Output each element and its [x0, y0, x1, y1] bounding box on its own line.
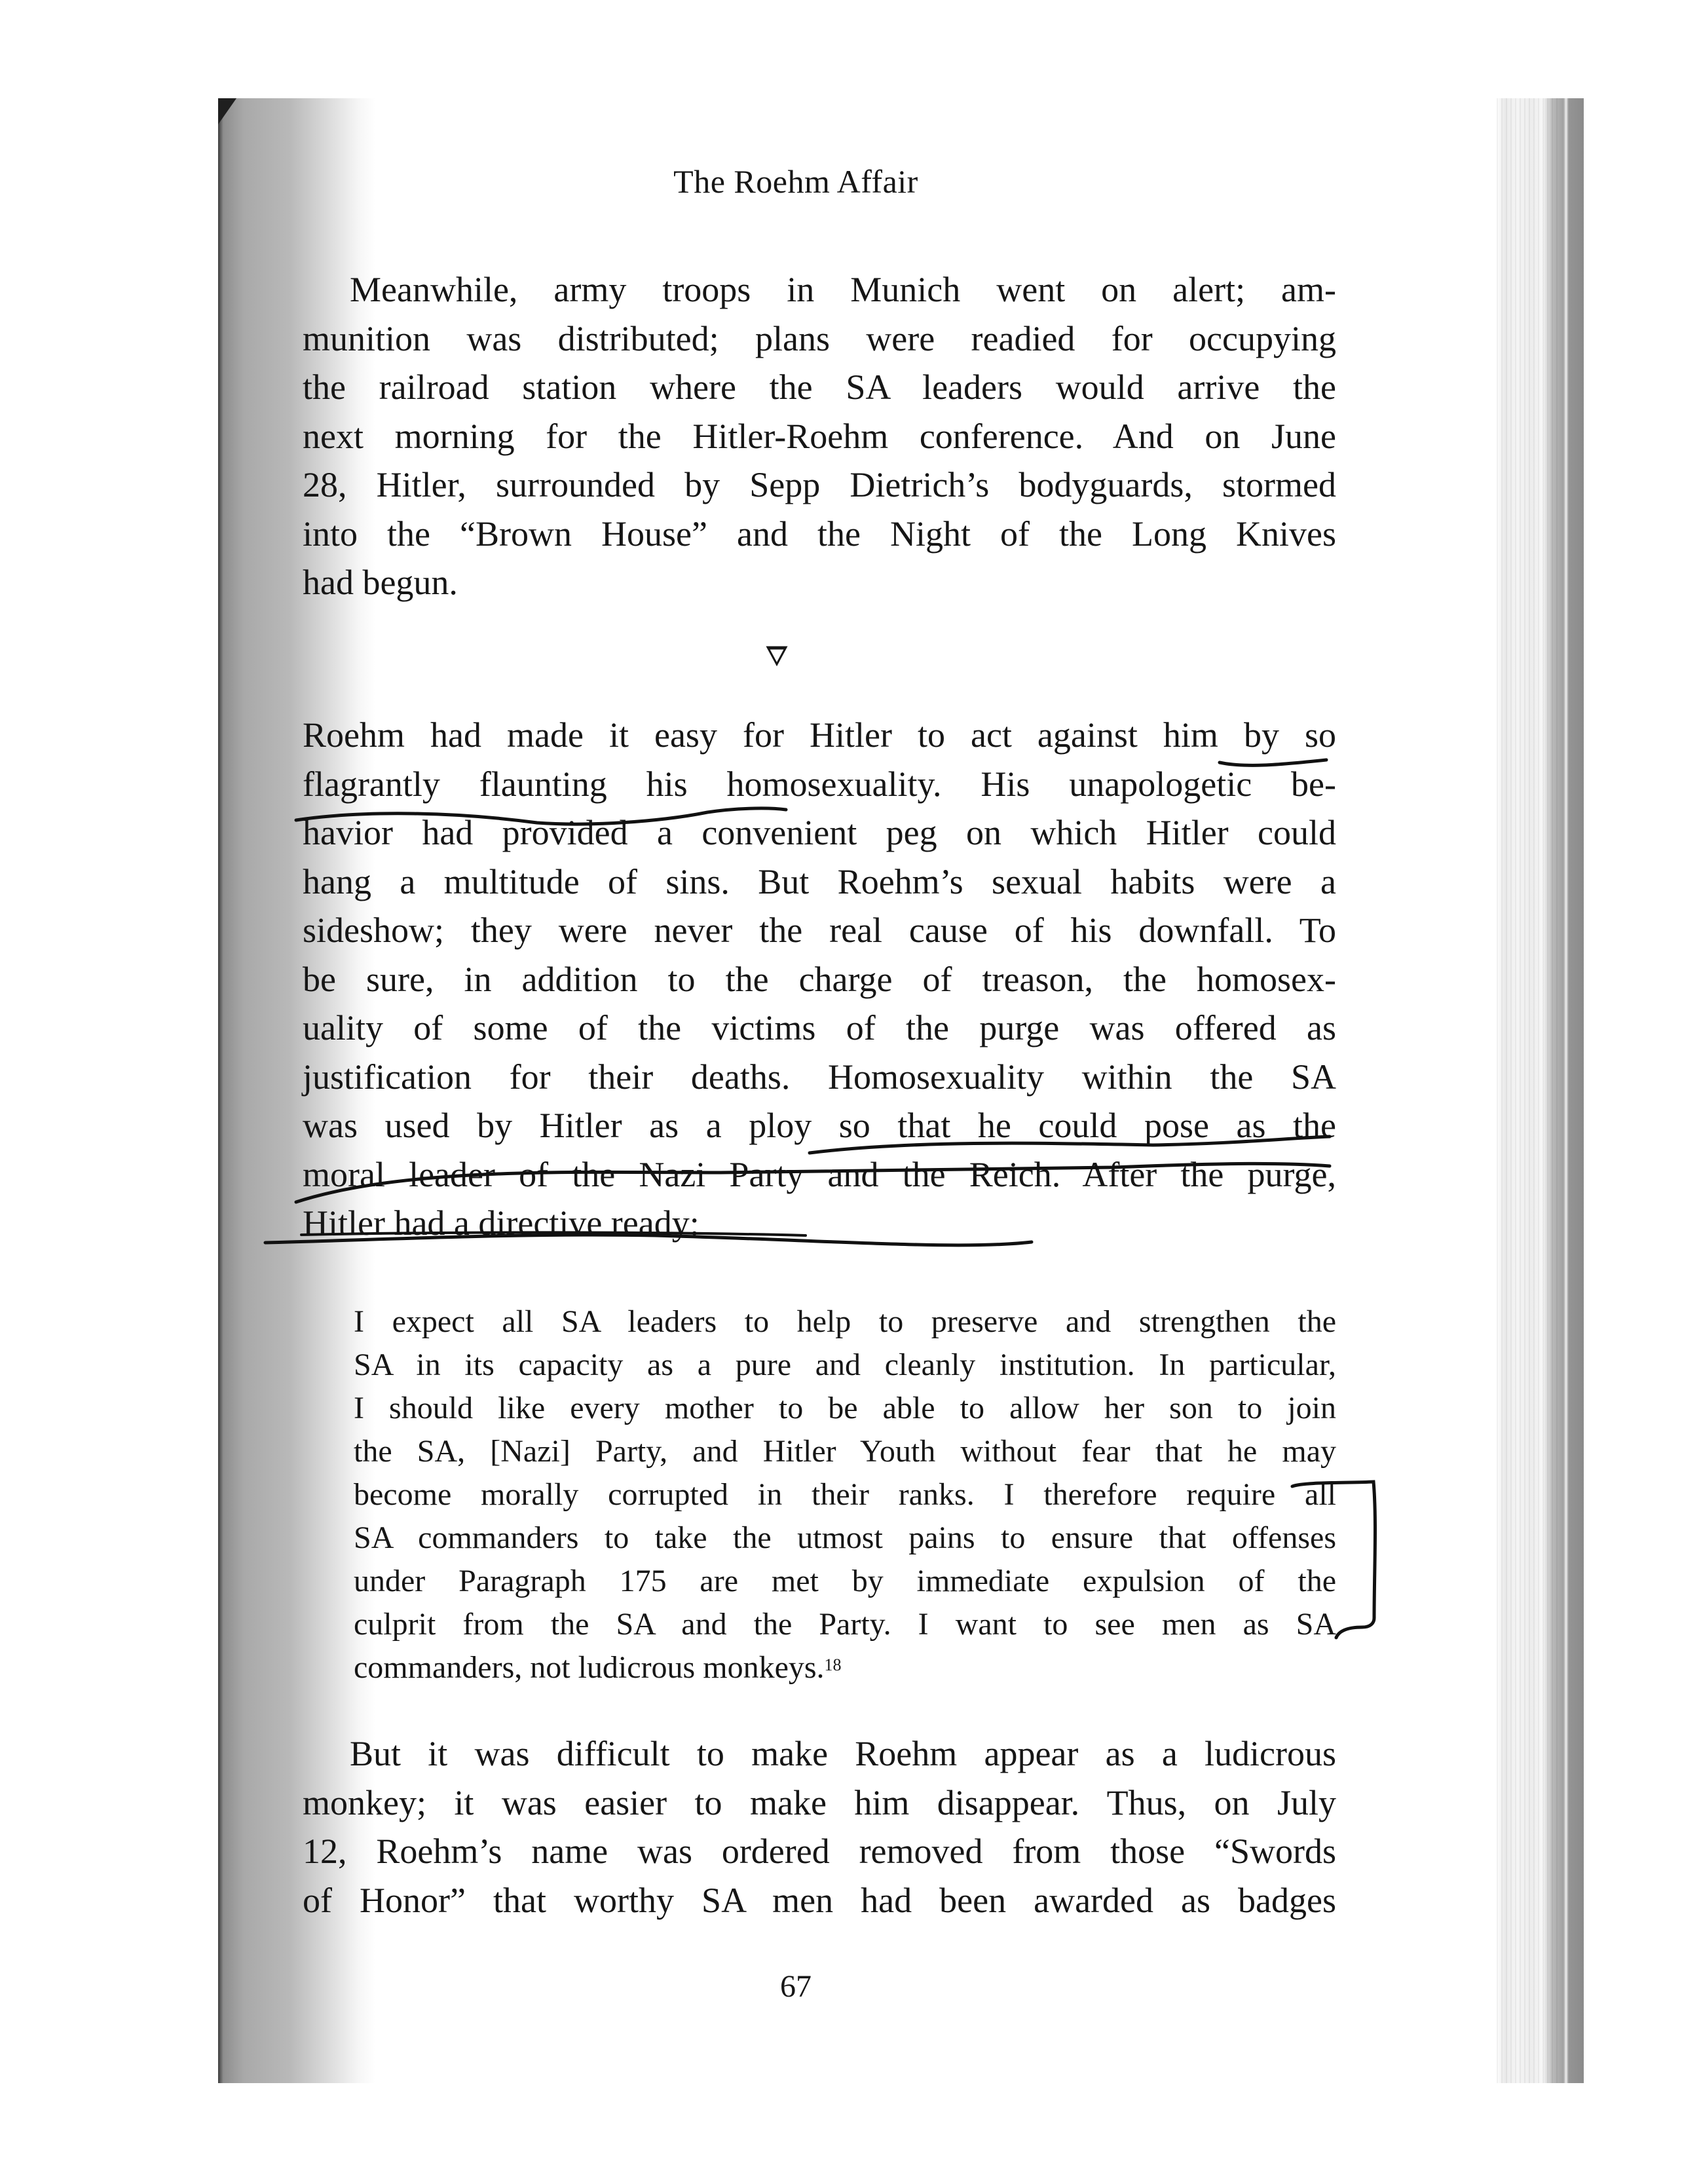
text-line: hang a multitude of sins. But Roehm’s sexual habits were a [303, 861, 1336, 901]
text-line: justification for their deaths. Homosexuality within the SA [303, 1057, 1336, 1097]
down-triangle-icon [764, 642, 790, 668]
quote-line: I expect all SA leaders to help to preserve and strengthen the [354, 1304, 1336, 1339]
page-number: 67 [780, 1969, 812, 2004]
paragraph-3 [303, 1729, 1336, 1925]
text-line: munition was distributed; plans were readied for occupying [303, 318, 1336, 358]
text-line: uality of some of the victims of the purge was offered as [303, 1008, 1336, 1047]
text-line: the railroad station where the SA leaders would arrive the [303, 367, 1336, 407]
text-line: flagrantly flaunting his homosexuality. His unapologetic be- [303, 764, 1336, 804]
text-line: Hitler had a directive ready: [303, 1203, 700, 1243]
text-line: had begun. [303, 563, 458, 602]
quote-line: SA in its capacity as a pure and cleanly institution. In particular, [354, 1347, 1336, 1382]
quote-line: under Paragraph 175 are met by immediate expulsion of the [354, 1564, 1336, 1598]
quote-line: SA commanders to take the utmost pains to ensure that offenses [354, 1520, 1336, 1555]
text-line: sideshow; they were never the real cause of his downfall. To [303, 911, 1336, 950]
quote-last-text: commanders, not ludicrous monkeys. [354, 1650, 825, 1685]
text-line: havior had provided a convenient peg on which Hitler could [303, 813, 1336, 852]
text-line: into the “Brown House” and the Night of the Long Knives [303, 514, 1336, 554]
quote-line: become morally corrupted in their ranks. I therefore require all [354, 1477, 1336, 1512]
text-line: was used by Hitler as a ploy so that he could pose as the [303, 1106, 1336, 1145]
block-quote [354, 1300, 1336, 1689]
text-line: monkey; it was easier to make him disappear. Thus, on July [303, 1782, 1336, 1822]
text-line: of Honor” that worthy SA men had been awarded as badges [303, 1880, 1336, 1920]
footnote-reference[interactable]: 18 [824, 1655, 842, 1674]
quote-line [354, 1646, 1336, 1689]
paragraph-2 [303, 711, 1336, 1248]
text-line: next morning for the Hitler-Roehm conference. And on June [303, 416, 1336, 456]
text-line: But it was difficult to make Roehm appear as a ludicrous [350, 1734, 1336, 1773]
text-line: be sure, in addition to the charge of treason, the homosex- [303, 959, 1336, 999]
text-line: Meanwhile, army troops in Munich went on alert; am- [350, 270, 1336, 309]
quote-line: I should like every mother to be able to allow her son to join [354, 1391, 1336, 1425]
text-line: Roehm had made it easy for Hitler to act against him by so [303, 715, 1336, 755]
running-header: The Roehm Affair [673, 163, 918, 200]
text-line: moral leader of the Nazi Party and the Reich. After the purge, [303, 1154, 1336, 1194]
text-line: 28, Hitler, surrounded by Sepp Dietrich’s bodyguards, stormed [303, 465, 1336, 504]
text-line: 12, Roehm’s name was ordered removed from those “Swords [303, 1832, 1336, 1871]
quote-line: culprit from the SA and the Party. I want to see men as SA [354, 1607, 1336, 1642]
paragraph-1 [303, 265, 1336, 607]
page-edge-streaks [1497, 98, 1559, 2083]
quote-line: the SA, [Nazi] Party, and Hitler Youth without fear that he may [354, 1434, 1336, 1469]
